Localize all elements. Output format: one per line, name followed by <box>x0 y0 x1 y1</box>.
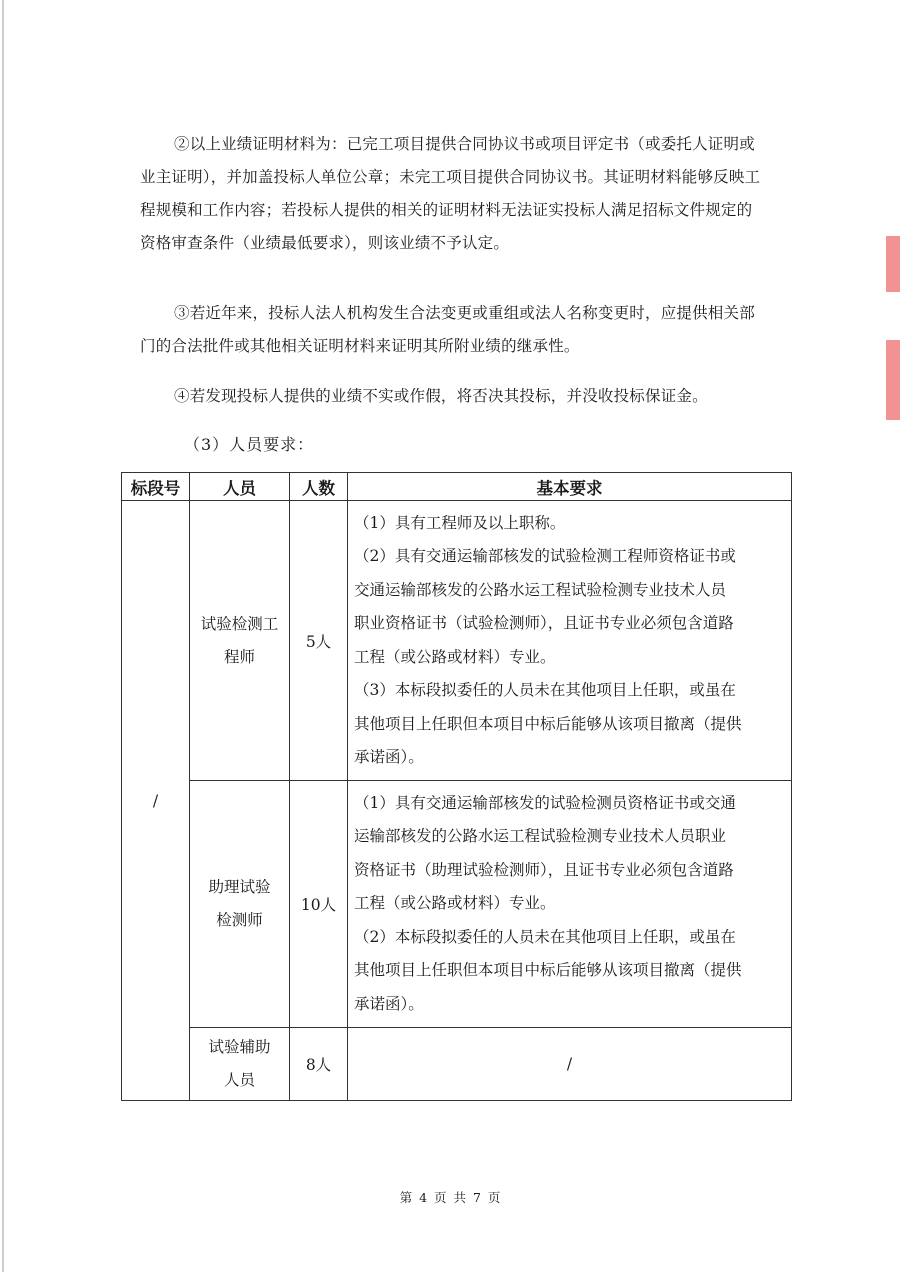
requirement-line: 资格证书（助理试验检测师），且证书专业必须包含道路 <box>354 860 734 879</box>
paragraph-line: ③若近年来，投标人法人机构发生合法变更或重组或法人名称变更时，应提供相关部 <box>174 304 755 322</box>
table-row <box>122 501 792 781</box>
table-row <box>122 781 792 1028</box>
paragraph-3 <box>140 297 790 363</box>
requirement-line: （3）本标段拟委任的人员未在其他项目上任职，或虽在 <box>354 681 736 699</box>
count-cell: 8人 <box>290 1028 348 1101</box>
requirement-cell <box>348 781 792 1028</box>
requirement-line: 工程（或公路或材料）专业。 <box>354 647 556 666</box>
header-requirements: 基本要求 <box>348 473 792 501</box>
header-count: 人数 <box>290 473 348 501</box>
requirement-line: 其他项目上任职但本项目中标后能够从该项目撤离（提供 <box>354 714 742 733</box>
page-footer: 第 4 页 共 7 页 <box>399 1190 501 1205</box>
requirement-line: 承诺函）。 <box>354 994 424 1013</box>
paragraph-line: 门的合法批件或其他相关证明材料来证明其所附业绩的继承性。 <box>140 337 580 355</box>
role-line: 人员 <box>223 1071 255 1089</box>
requirement-line: （2）具有交通运输部核发的试验检测工程师资格证书或 <box>354 547 736 565</box>
role-line: 试验辅助 <box>208 1038 271 1056</box>
role-line: 助理试验 <box>208 878 271 896</box>
requirement-cell: / <box>348 1028 792 1101</box>
requirement-line: 运输部核发的公路水运工程试验检测专业技术人员职业 <box>354 827 727 846</box>
page-edge <box>2 0 4 1272</box>
count-cell: 10人 <box>290 781 348 1028</box>
role-line: 程师 <box>223 647 255 666</box>
table-header-row <box>122 473 792 501</box>
table-row <box>122 1028 792 1101</box>
role-line: 检测师 <box>216 911 263 929</box>
role-cell <box>190 781 290 1028</box>
seal-edge-mark <box>886 340 900 420</box>
seal-edge-mark <box>886 236 900 292</box>
section-no-cell: / <box>122 501 190 1101</box>
paragraph-line: 程规模和工作内容；若投标人提供的相关的证明材料无法证实投标人满足招标文件规定的 <box>140 201 753 219</box>
role-cell <box>190 1028 290 1101</box>
personnel-table <box>121 472 792 1101</box>
header-personnel: 人员 <box>190 473 290 501</box>
requirement-line: （1）具有交通运输部核发的试验检测员资格证书或交通 <box>354 793 736 812</box>
requirement-line: 交通运输部核发的公路水运工程试验检测专业技术人员 <box>354 580 727 599</box>
requirement-line: 职业资格证书（试验检测师），且证书专业必须包含道路 <box>354 614 734 632</box>
requirement-line: 承诺函）。 <box>354 748 424 766</box>
header-section-no: 标段号 <box>122 473 190 501</box>
section-heading: （3）人员要求： <box>184 435 315 454</box>
paragraph-line: ④若发现投标人提供的业绩不实或作假，将否决其投标，并没收投标保证金。 <box>174 387 708 405</box>
requirement-line: （2）本标段拟委任的人员未在其他项目上任职，或虽在 <box>354 927 736 946</box>
count-cell: 5人 <box>290 501 348 781</box>
paragraph-line: 业主证明），并加盖投标人单位公章；未完工项目提供合同协议书。其证明材料能够反映工 <box>140 168 761 186</box>
role-line: 试验检测工 <box>200 614 279 633</box>
requirement-line: （1）具有工程师及以上职称。 <box>354 513 566 532</box>
paragraph-4 <box>140 380 790 413</box>
role-cell <box>190 501 290 781</box>
paragraph-line: 资格审查条件（业绩最低要求），则该业绩不予认定。 <box>140 234 510 252</box>
requirement-cell <box>348 501 792 781</box>
paragraph-line: ②以上业绩证明材料为：已完工项目提供合同协议书或项目评定书（或委托人证明或 <box>174 135 755 153</box>
requirement-line: 其他项目上任职但本项目中标后能够从该项目撤离（提供 <box>354 961 742 980</box>
paragraph-2 <box>140 128 790 260</box>
requirement-line: 工程（或公路或材料）专业。 <box>354 894 556 913</box>
